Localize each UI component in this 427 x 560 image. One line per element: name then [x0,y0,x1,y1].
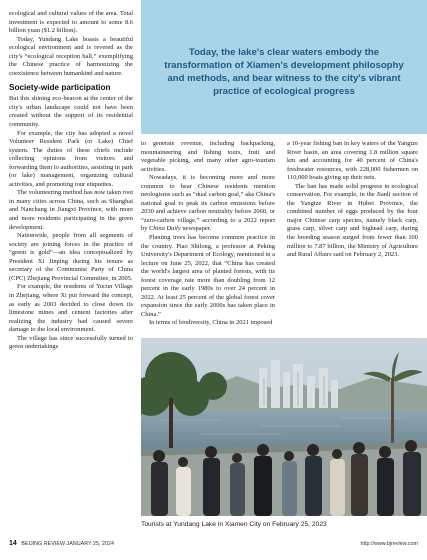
body-paragraph: For example, the residents of Yucun Village in Zhejiang, where Xi put forward the concept, as early as 2003 decided to close down its limestone mines and cement factories after realizing the industry had caused severe damage to the local environment. [9,283,133,334]
body-paragraph: For example, the city has adopted a novel Volunteer Resident Park (or Lake) Chief system. The duties of these chiefs include collecting opinions from visitors and forwarding them to authorities, assisting in park (or lake) management, organizing cultural activities, and promoting tour etiquettes. [9,129,133,188]
body-paragraph: But this shining eco-beacon at the center of the city's urban landscape could not have been created without the support of its residential community. [9,95,133,129]
pull-quote: Today, the lake's clear waters embody the transformation of Xiamen's development philosophy and methods, and bear witness to the city's vibrant practice of ecological progress [164,46,404,98]
body-paragraph: ecological and cultural values of the area. Total investment is expected to amount to some 8.6 billion yuan ($1.2 billion). [9,10,133,35]
body-paragraph: Planting trees has become common practice in the country. Piao Shilong, a professor at Peking University's Department of Ecology, mentioned in a lecture on June 25, 2022, that “China has created the world's largest area of planted forests, with its forest coverage rate more than doubling from 12 percent in the early 1980s to over 24 percent in 2022. At least 25 percent of the global forest cover expansion since the early 2000s has taken place in China.” [141,234,275,318]
publication-line: BEIJING REVIEW JANUARY 25, 2024 [21,541,114,547]
footer-left [9,540,114,547]
body-paragraph: The ban has made solid progress in ecological conservation. For example, in the Jianli section of the Yangtze River in Hubei Province, the combined number of eggs produced by the four major Chinese carp species, namely black carp, grass carp, silver carp and bighead carp, during the breeding season surged from fewer than 100 million to 7.87 billion, the Ministry of Agriculture and Rural Affairs said on February 2, 2023. [287,182,418,259]
middle-column [141,140,275,328]
text-run: newspaper. [180,225,212,233]
body-paragraph: The volunteering method has now taken root in many cities across China, such as Shanghai and Nanchang in Jiangxi Province, with more and more residents participating in the green development. [9,189,133,231]
lake-photo-illustration [141,338,427,516]
body-paragraph: Nationwide, people from all segments of society are joining forces in the practice of “green is gold”—an idea conceptualized by President Xi Jinping during his tenure as secretary of the Communist Party of China (CPC) Zhejiang Provincial Committee, in 2005. [9,232,133,282]
body-paragraph: a 10-year fishing ban in key waters of the Yangtze River basin, an area covering 1.8 million square km and accounting for 40 percent of China's freshwater resources, with 228,000 fishermen on 110,000 boats giving up their nets. [287,140,418,182]
right-column [287,140,418,260]
photo-caption: Tourists at Yundang Lake in Xiamen City on February 25, 2023 [141,521,327,528]
lake-photo [141,338,427,516]
text-run: Nowadays, it is becoming more and more common to hear Chinese residents mention neologisms such as “dual carbon goal,” aka China's national goal to peak its carbon emissions before 2030 and achieve carbon neutrality before 2060, or “zero-carbon village,” according to a 2022 report by [141,174,275,233]
pull-quote-box [141,0,427,134]
left-column [9,10,133,352]
body-paragraph: to generate revenue, including backpacking, mountaineering and fishing tours, fruit and vegetable picking, and many other agro-tourism activities. [141,140,275,173]
section-heading: Society-wide participation [9,83,111,93]
website-url[interactable]: http://www.bjreview.com [360,541,418,547]
body-paragraph: Today, Yundang Lake boasts a beautiful ecological environment and is revered as the city's “ecological reception hall,” exemplifying the Chinese practice of harmonizing the coexistence between humankind and nature. [9,35,133,77]
body-paragraph [141,174,275,234]
publication-name: China Daily [149,225,181,233]
page-footer [9,540,418,550]
page-number: 14 [9,540,17,547]
body-paragraph: In terms of biodiversity, China in 2021 imposed [149,319,273,327]
body-paragraph: The village has since successfully turned to green undertakings [9,334,133,351]
